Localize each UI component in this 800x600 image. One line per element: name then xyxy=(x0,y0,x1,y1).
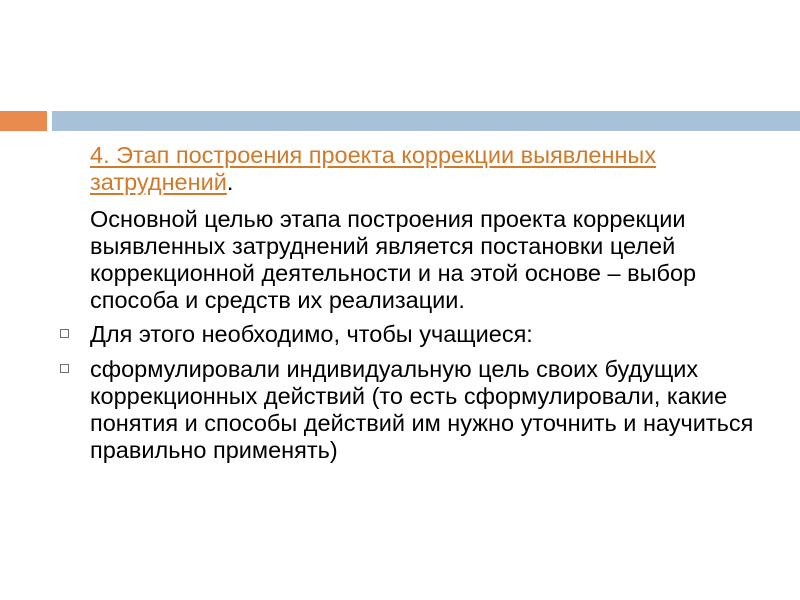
slide-heading xyxy=(60,142,775,196)
accent-bar-blue xyxy=(52,111,800,131)
heading-suffix: . xyxy=(226,169,234,195)
hollow-square-bullet-icon xyxy=(60,329,69,338)
main-paragraph: Основной целью этапа построения проекта коррекции выявленных затруднений является постановки целей коррекционной деятельности и на этой основе – выбор способа и средств их реализации. xyxy=(90,206,697,313)
bullet-item-1 xyxy=(60,321,775,348)
hollow-square-bullet-icon xyxy=(60,364,69,373)
bullet-text: сформулировали индивидуальную цель своих будущих коррекционных действий (то есть сформулировали, какие понятия и способы действий им нужно уточнить и научиться правильно применять) xyxy=(90,356,754,463)
bullet-item-2 xyxy=(60,356,775,464)
heading-link[interactable]: 4. Этап построения проекта коррекции выявленных затруднений xyxy=(90,142,657,195)
accent-bar-orange xyxy=(0,111,47,131)
bullet-text: Для этого необходимо, чтобы учащиеся: xyxy=(90,321,533,347)
slide-content xyxy=(60,142,775,472)
